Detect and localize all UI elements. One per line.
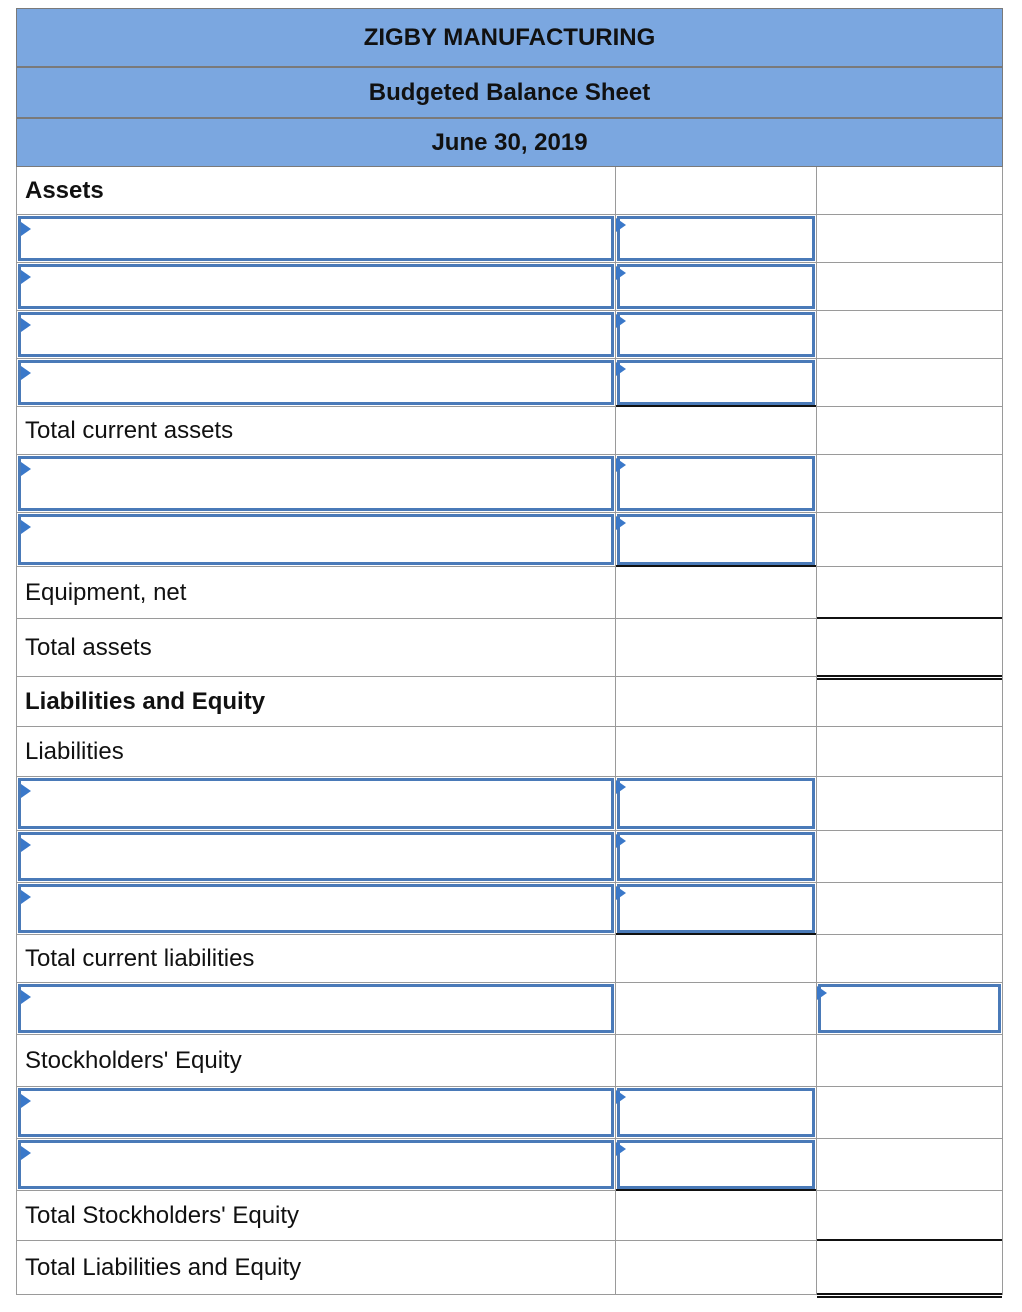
noncurrent-asset-row-2 [16, 513, 1003, 567]
dropdown-arrow-icon [616, 458, 626, 472]
noncurrent-asset-2-account-select[interactable] [18, 514, 614, 565]
noncurrent-asset-1-amount-input[interactable] [617, 456, 815, 511]
statement-title: Budgeted Balance Sheet [16, 67, 1003, 118]
dropdown-arrow-icon [616, 266, 626, 280]
stockholders-equity-heading: Stockholders' Equity [25, 1046, 242, 1074]
assets-heading: Assets [25, 176, 104, 204]
asset-4-account-select[interactable] [18, 360, 614, 405]
liability-2-account-select[interactable] [18, 832, 614, 881]
total-assets-label: Total assets [25, 633, 152, 661]
dropdown-arrow-icon [616, 1142, 626, 1156]
equipment-net-row [16, 567, 1003, 619]
statement-date: June 30, 2019 [16, 118, 1003, 167]
equity-1-amount-input[interactable] [617, 1088, 815, 1137]
asset-4-amount-input[interactable] [617, 360, 815, 405]
dropdown-arrow-icon [21, 784, 31, 798]
liability-2-amount-input[interactable] [617, 832, 815, 881]
dropdown-arrow-icon [817, 986, 827, 1000]
equity-row-2 [16, 1139, 1003, 1191]
liabilities-heading: Liabilities [25, 737, 124, 765]
noncurrent-asset-1-account-select[interactable] [18, 456, 614, 511]
current-asset-row-2 [16, 263, 1003, 311]
total-assets-row [16, 619, 1003, 677]
dropdown-arrow-icon [616, 834, 626, 848]
dropdown-arrow-icon [21, 990, 31, 1004]
liability-1-account-select[interactable] [18, 778, 614, 829]
asset-2-account-select[interactable] [18, 264, 614, 309]
longterm-liability-row [16, 983, 1003, 1035]
dropdown-arrow-icon [616, 314, 626, 328]
dropdown-arrow-icon [616, 218, 626, 232]
total-current-liabilities-label: Total current liabilities [25, 944, 255, 972]
dropdown-arrow-icon [21, 222, 31, 236]
asset-1-account-select[interactable] [18, 216, 614, 261]
equity-row-1 [16, 1087, 1003, 1139]
liability-row-2 [16, 831, 1003, 883]
dropdown-arrow-icon [21, 1094, 31, 1108]
longterm-liability-amount-input[interactable] [818, 984, 1001, 1033]
dropdown-arrow-icon [616, 1090, 626, 1104]
dropdown-arrow-icon [616, 516, 626, 530]
dropdown-arrow-icon [616, 780, 626, 794]
dropdown-arrow-icon [21, 890, 31, 904]
asset-1-amount-input[interactable] [617, 216, 815, 261]
assets-heading-row [16, 167, 1003, 215]
liability-1-amount-input[interactable] [617, 778, 815, 829]
noncurrent-asset-row-1 [16, 455, 1003, 513]
dropdown-arrow-icon [21, 838, 31, 852]
current-asset-row-1 [16, 215, 1003, 263]
liability-3-amount-input[interactable] [617, 884, 815, 933]
noncurrent-asset-2-amount-input[interactable] [617, 514, 815, 565]
equity-1-account-select[interactable] [18, 1088, 614, 1137]
dropdown-arrow-icon [616, 886, 626, 900]
total-double-underline [817, 1293, 1002, 1298]
equity-2-account-select[interactable] [18, 1140, 614, 1189]
stockholders-equity-heading-row [16, 1035, 1003, 1087]
liability-row-3 [16, 883, 1003, 935]
dropdown-arrow-icon [21, 1146, 31, 1160]
liabilities-heading-row [16, 727, 1003, 777]
total-current-assets-row [16, 407, 1003, 455]
dropdown-arrow-icon [21, 366, 31, 380]
longterm-liability-account-select[interactable] [18, 984, 614, 1033]
total-liabilities-equity-label: Total Liabilities and Equity [25, 1253, 302, 1281]
liability-3-account-select[interactable] [18, 884, 614, 933]
dropdown-arrow-icon [616, 362, 626, 376]
equipment-net-label: Equipment, net [25, 578, 187, 606]
dropdown-arrow-icon [21, 462, 31, 476]
dropdown-arrow-icon [21, 318, 31, 332]
asset-3-amount-input[interactable] [617, 312, 815, 357]
total-current-assets-label: Total current assets [25, 416, 234, 444]
total-liabilities-equity-row [16, 1241, 1003, 1295]
total-current-liabilities-row [16, 935, 1003, 983]
total-stockholders-equity-label: Total Stockholders' Equity [25, 1201, 300, 1229]
asset-2-amount-input[interactable] [617, 264, 815, 309]
liabilities-equity-heading: Liabilities and Equity [25, 687, 266, 715]
equity-2-amount-input[interactable] [617, 1140, 815, 1189]
asset-3-account-select[interactable] [18, 312, 614, 357]
liability-row-1 [16, 777, 1003, 831]
current-asset-row-4 [16, 359, 1003, 407]
liabilities-equity-heading-row [16, 677, 1003, 727]
current-asset-row-3 [16, 311, 1003, 359]
total-stockholders-equity-row [16, 1191, 1003, 1241]
company-name: ZIGBY MANUFACTURING [16, 8, 1003, 67]
dropdown-arrow-icon [21, 270, 31, 284]
dropdown-arrow-icon [21, 520, 31, 534]
